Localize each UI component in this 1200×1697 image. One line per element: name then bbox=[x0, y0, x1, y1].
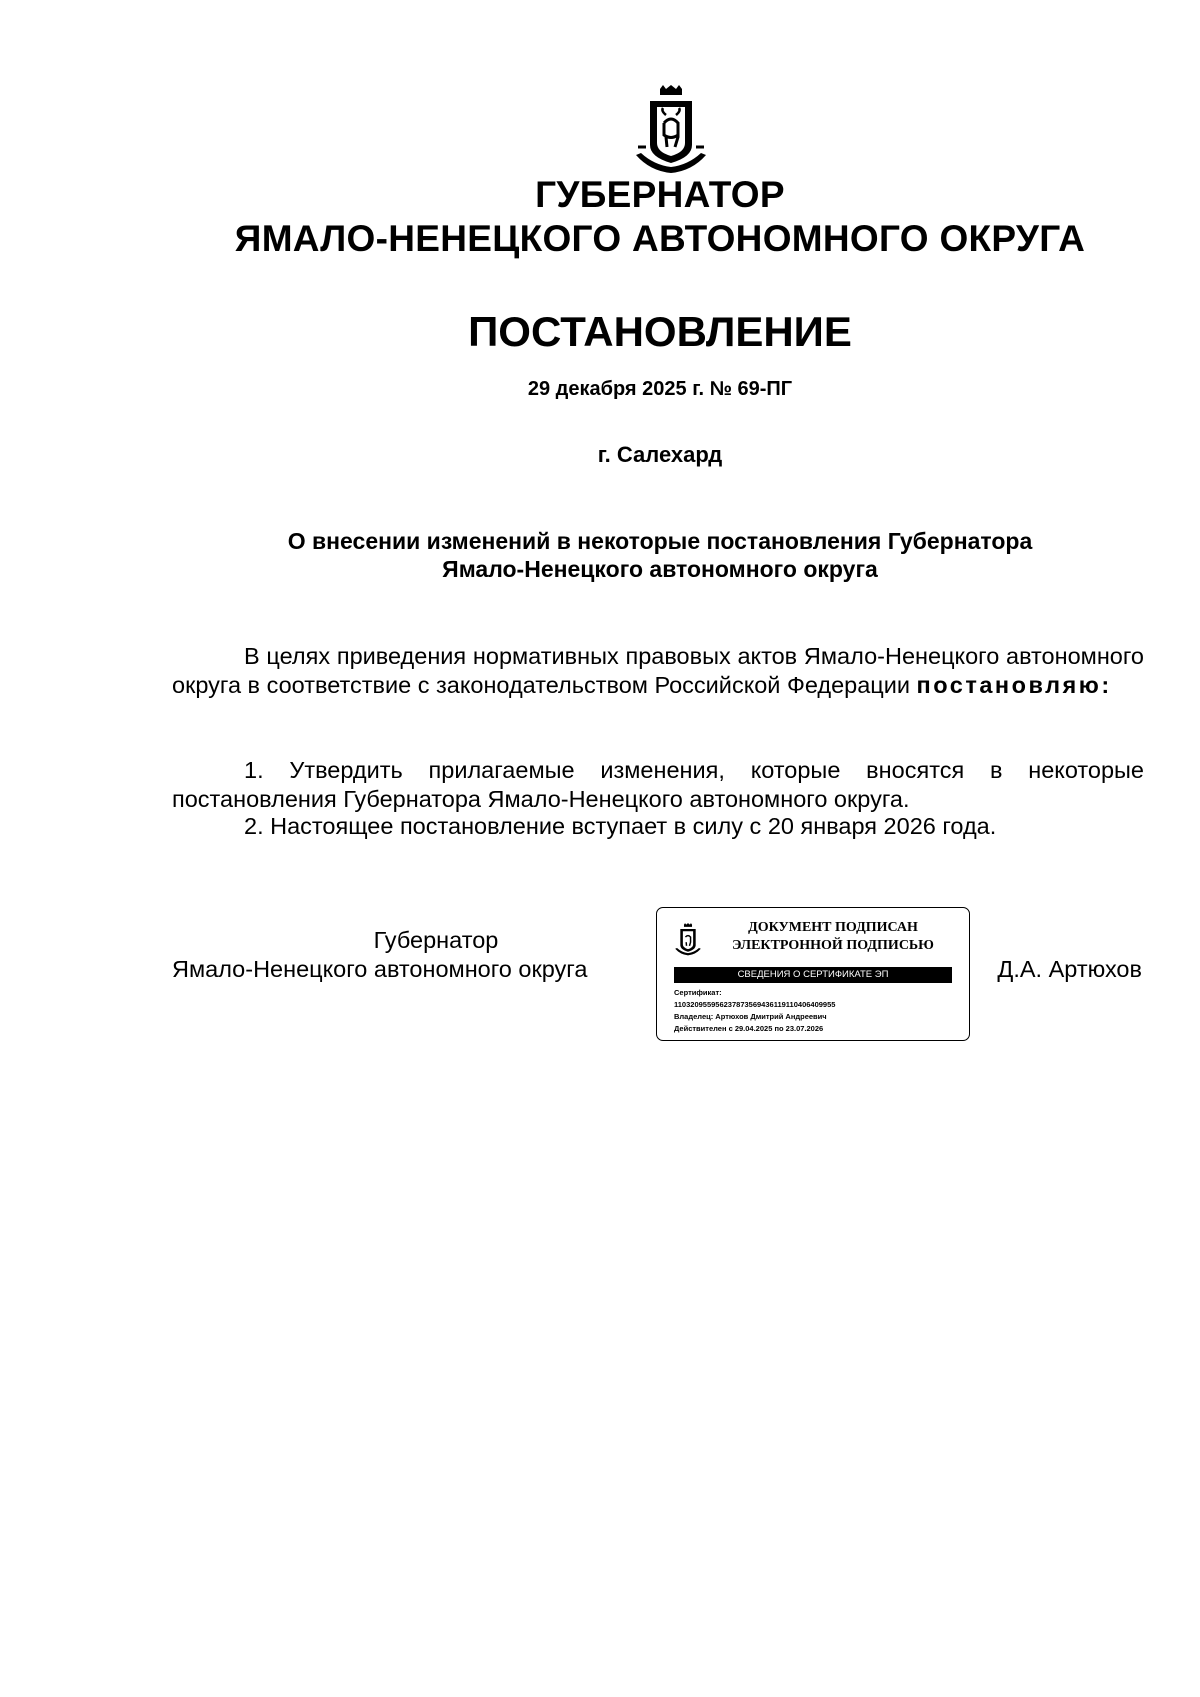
stamp-owner: Владелец: Артюхов Дмитрий Андреевич bbox=[674, 1012, 827, 1021]
item-2 bbox=[172, 813, 996, 840]
signatory-region: Ямало-Ненецкого автономного округа bbox=[172, 956, 588, 982]
authority-title: ГУБЕРНАТОР bbox=[535, 174, 785, 215]
preamble-text: В целях приведения нормативных правовых актов Ямало-Ненецкого автономного округа в соответствие с законодательством Российской Федерации bbox=[172, 643, 1144, 698]
stamp-certificate-number: 110320955956237873569436119110406409955 bbox=[674, 1000, 836, 1009]
coat-of-arms-icon bbox=[673, 921, 703, 959]
authority-region: ЯМАЛО-НЕНЕЦКОГО АВТОНОМНОГО ОКРУГА bbox=[234, 218, 1086, 259]
electronic-signature-stamp bbox=[656, 907, 970, 1041]
coat-of-arms-icon bbox=[630, 85, 712, 177]
document-subject-line2: Ямало-Ненецкого автономного округа bbox=[442, 556, 878, 582]
stamp-certificate-bar: СВЕДЕНИЯ О СЕРТИФИКАТЕ ЭП bbox=[674, 967, 952, 983]
preamble-emphasis: постановляю: bbox=[916, 671, 1112, 698]
signatory-name: Д.А. Артюхов bbox=[997, 956, 1142, 982]
item-1 bbox=[172, 756, 1144, 813]
stamp-heading-line2: ЭЛЕКТРОННОЙ ПОДПИСЬЮ bbox=[732, 938, 934, 953]
stamp-heading-line1: ДОКУМЕНТ ПОДПИСАН bbox=[748, 920, 918, 935]
item-1-text: 1. Утвердить прилагаемые изменения, которые вносятся в некоторые постановления Губернатора Ямало-Ненецкого автономного округа. bbox=[172, 757, 1144, 812]
preamble-paragraph bbox=[172, 642, 1144, 699]
document-city: г. Салехард bbox=[597, 442, 723, 467]
document-date-number: 29 декабря 2025 г. № 69-ПГ bbox=[527, 378, 793, 400]
item-2-text: 2. Настоящее постановление вступает в силу с 20 января 2026 года. bbox=[244, 813, 997, 839]
stamp-certificate-label: Сертификат: bbox=[674, 988, 722, 997]
document-type: ПОСТАНОВЛЕНИЕ bbox=[468, 308, 852, 355]
stamp-validity: Действителен с 29.04.2025 по 23.07.2026 bbox=[674, 1024, 824, 1033]
document-subject-line1: О внесении изменений в некоторые постановления Губернатора bbox=[287, 528, 1033, 554]
signatory-title: Губернатор bbox=[373, 927, 499, 953]
